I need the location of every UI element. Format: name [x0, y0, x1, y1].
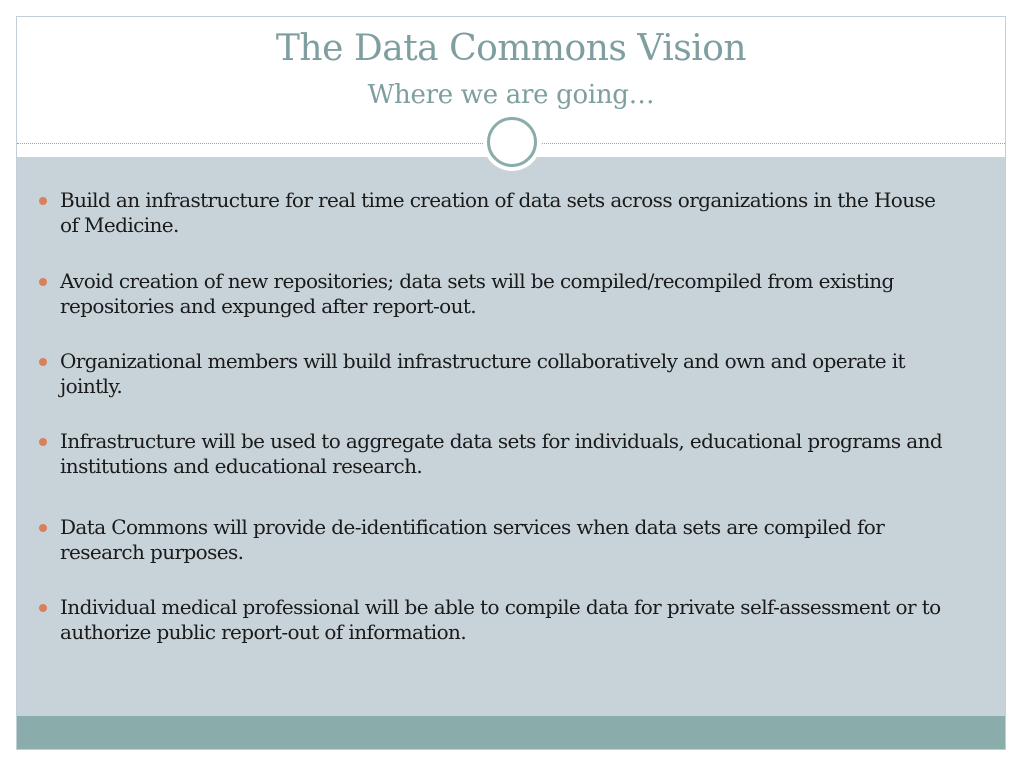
bullet-dot-icon — [39, 524, 47, 532]
footer-bar — [17, 716, 1005, 750]
bullet-item — [36, 188, 956, 238]
bullet-dot-icon — [39, 278, 47, 286]
bullet-item — [36, 269, 956, 319]
bullet-text: Infrastructure will be used to aggregate data sets for individuals, educational programs and institutions and educational research. — [60, 429, 943, 478]
bullet-list — [36, 188, 956, 645]
bullet-item — [36, 349, 956, 399]
bullet-item — [36, 515, 956, 565]
bullet-item — [36, 429, 956, 479]
bullet-text: Data Commons will provide de-identification services when data sets are compiled for research purposes. — [60, 515, 885, 564]
bullet-dot-icon — [39, 197, 47, 205]
slide-subtitle: Where we are going… — [367, 80, 655, 110]
bullet-dot-icon — [39, 358, 47, 366]
bullet-text: Avoid creation of new repositories; data sets will be compiled/recompiled from existing repositories and expunged after report-out. — [60, 269, 894, 318]
bullet-dot-icon — [39, 438, 47, 446]
bullet-item — [36, 595, 956, 645]
bullet-text: Individual medical professional will be able to compile data for private self-assessment or to authorize public report-out of information. — [60, 595, 941, 644]
slide-title: The Data Commons Vision — [275, 28, 747, 69]
circle-ring-inner — [487, 117, 537, 167]
bullet-text: Organizational members will build infrastructure collaboratively and own and operate it jointly. — [60, 349, 905, 398]
bullet-dot-icon — [39, 604, 47, 612]
circle-ring-icon — [483, 113, 541, 171]
bullet-text: Build an infrastructure for real time creation of data sets across organizations in the House of Medicine. — [60, 188, 936, 237]
